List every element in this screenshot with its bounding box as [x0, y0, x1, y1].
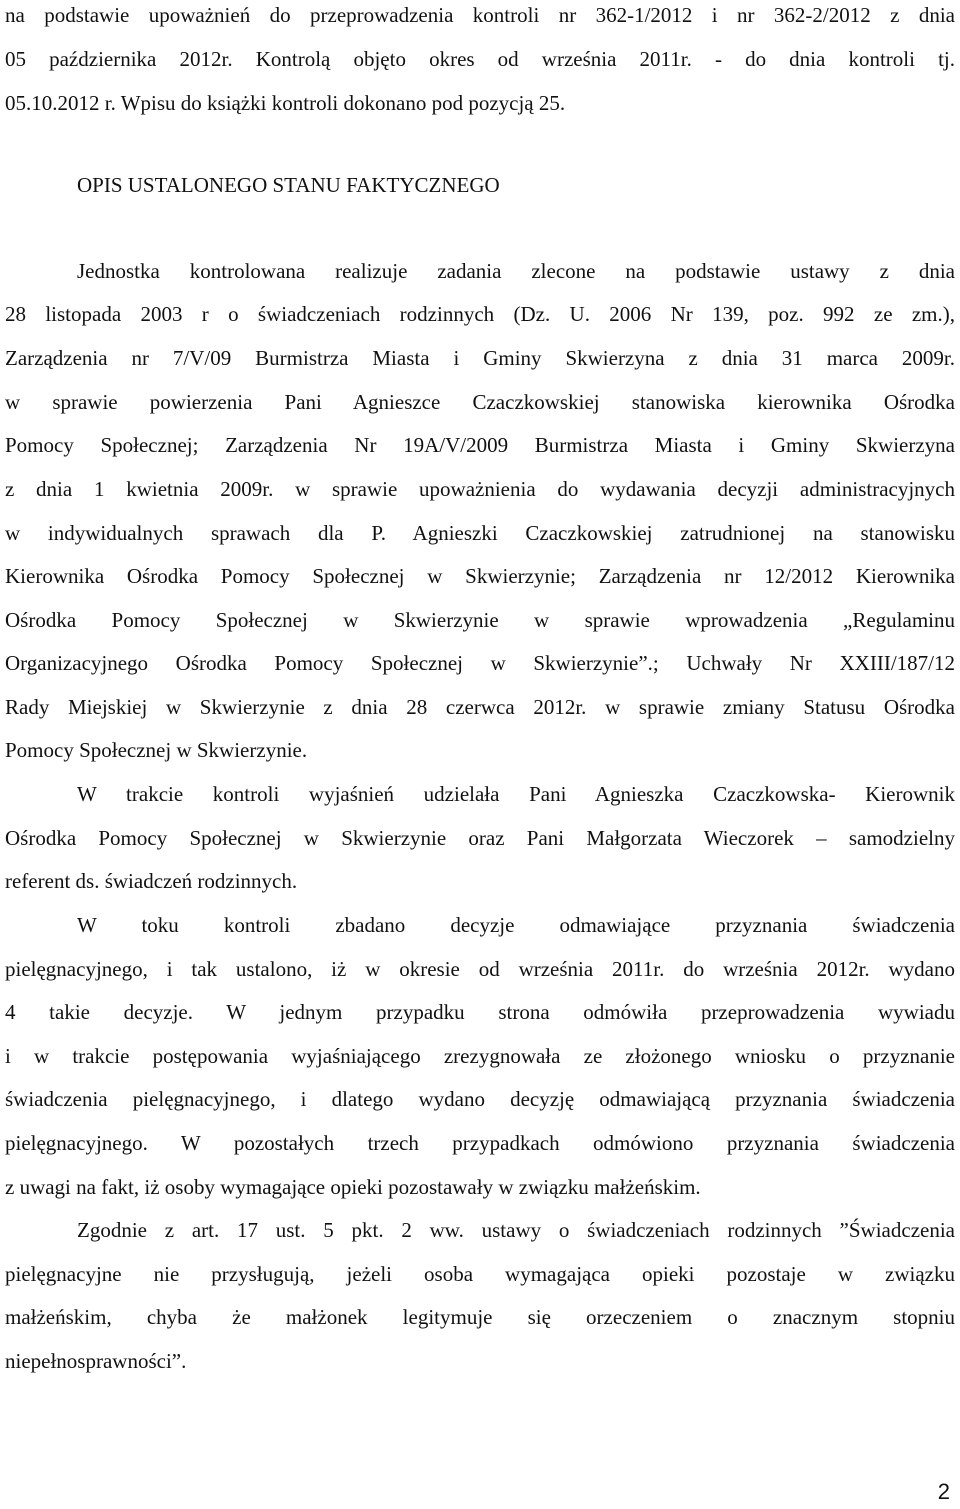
paragraph-line: Zgodnie z art. 17 ust. 5 pkt. 2 ww. ustawy o świadczeniach rodzinnych ”Świadczenia [77, 1218, 955, 1242]
paragraph-line: w indywidualnych sprawach dla P. Agnieszki Czaczkowskiej zatrudnionej na stanowisku [5, 521, 955, 545]
paragraph-line: Ośrodka Pomocy Społecznej w Skwierzynie w sprawie wprowadzenia „Regulaminu [5, 608, 955, 632]
intro-line: 05 października 2012r. Kontrolą objęto okres od września 2011r. - do dnia kontroli tj. [5, 47, 955, 71]
paragraph-line: Organizacyjnego Ośrodka Pomocy Społecznej w Skwierzynie”.; Uchwały Nr XXIII/187/12 [5, 651, 955, 675]
paragraph-line: małżeńskim, chyba że małżonek legitymuje się orzeczeniem o znacznym stopniu [5, 1305, 955, 1329]
paragraph-line: i w trakcie postępowania wyjaśniającego zrezygnowała ze złożonego wniosku o przyznanie [5, 1044, 955, 1068]
paragraph-line: pielęgnacyjnego, i tak ustalono, iż w okresie od września 2011r. do września 2012r. wydano [5, 957, 955, 981]
paragraph-line: pielęgnacyjnego. W pozostałych trzech przypadkach odmówiono przyznania świadczenia [5, 1131, 955, 1155]
section-title: OPIS USTALONEGO STANU FAKTYCZNEGO [77, 173, 500, 197]
paragraph-line: z uwagi na fakt, iż osoby wymagające opieki pozostawały w związku małżeńskim. [5, 1175, 701, 1199]
paragraph-line: W trakcie kontroli wyjaśnień udzielała Pani Agnieszka Czaczkowska- Kierownik [77, 782, 955, 806]
paragraph-line: Kierownika Ośrodka Pomocy Społecznej w Skwierzynie; Zarządzenia nr 12/2012 Kierownika [5, 564, 955, 588]
paragraph-line: z dnia 1 kwietnia 2009r. w sprawie upoważnienia do wydawania decyzji administracyjnych [5, 477, 955, 501]
paragraph-line: W toku kontroli zbadano decyzje odmawiające przyznania świadczenia [77, 913, 955, 937]
paragraph-line: Zarządzenia nr 7/V/09 Burmistrza Miasta i Gminy Skwierzyna z dnia 31 marca 2009r. [5, 346, 955, 370]
intro-line: na podstawie upoważnień do przeprowadzenia kontroli nr 362-1/2012 i nr 362-2/2012 z dnia [5, 3, 955, 27]
paragraph-line: Jednostka kontrolowana realizuje zadania zlecone na podstawie ustawy z dnia [77, 259, 955, 283]
paragraph-line: referent ds. świadczeń rodzinnych. [5, 869, 298, 893]
paragraph-line: Pomocy Społecznej w Skwierzynie. [5, 738, 308, 762]
paragraph-line: 28 listopada 2003 r o świadczeniach rodzinnych (Dz. U. 2006 Nr 139, poz. 992 ze zm.), [5, 302, 955, 326]
paragraph-line: pielęgnacyjne nie przysługują, jeżeli osoba wymagająca opieki pozostaje w związku [5, 1262, 955, 1286]
paragraph-line: 4 takie decyzje. W jednym przypadku strona odmówiła przeprowadzenia wywiadu [5, 1000, 955, 1024]
paragraph-line: Pomocy Społecznej; Zarządzenia Nr 19A/V/2009 Burmistrza Miasta i Gminy Skwierzyna [5, 433, 955, 457]
paragraph-line: świadczenia pielęgnacyjnego, i dlatego wydano decyzję odmawiającą przyznania świadczenia [5, 1087, 955, 1111]
paragraph-line: niepełnosprawności”. [5, 1349, 187, 1373]
page-number: 2 [937, 1479, 950, 1504]
paragraph-line: Ośrodka Pomocy Społecznej w Skwierzynie oraz Pani Małgorzata Wieczorek – samodzielny [5, 826, 955, 850]
intro-line: 05.10.2012 r. Wpisu do książki kontroli dokonano pod pozycją 25. [5, 91, 566, 115]
paragraph-line: Rady Miejskiej w Skwierzynie z dnia 28 czerwca 2012r. w sprawie zmiany Statusu Ośrodka [5, 695, 955, 719]
paragraph-line: w sprawie powierzenia Pani Agnieszce Czaczkowskiej stanowiska kierownika Ośrodka [5, 390, 955, 414]
